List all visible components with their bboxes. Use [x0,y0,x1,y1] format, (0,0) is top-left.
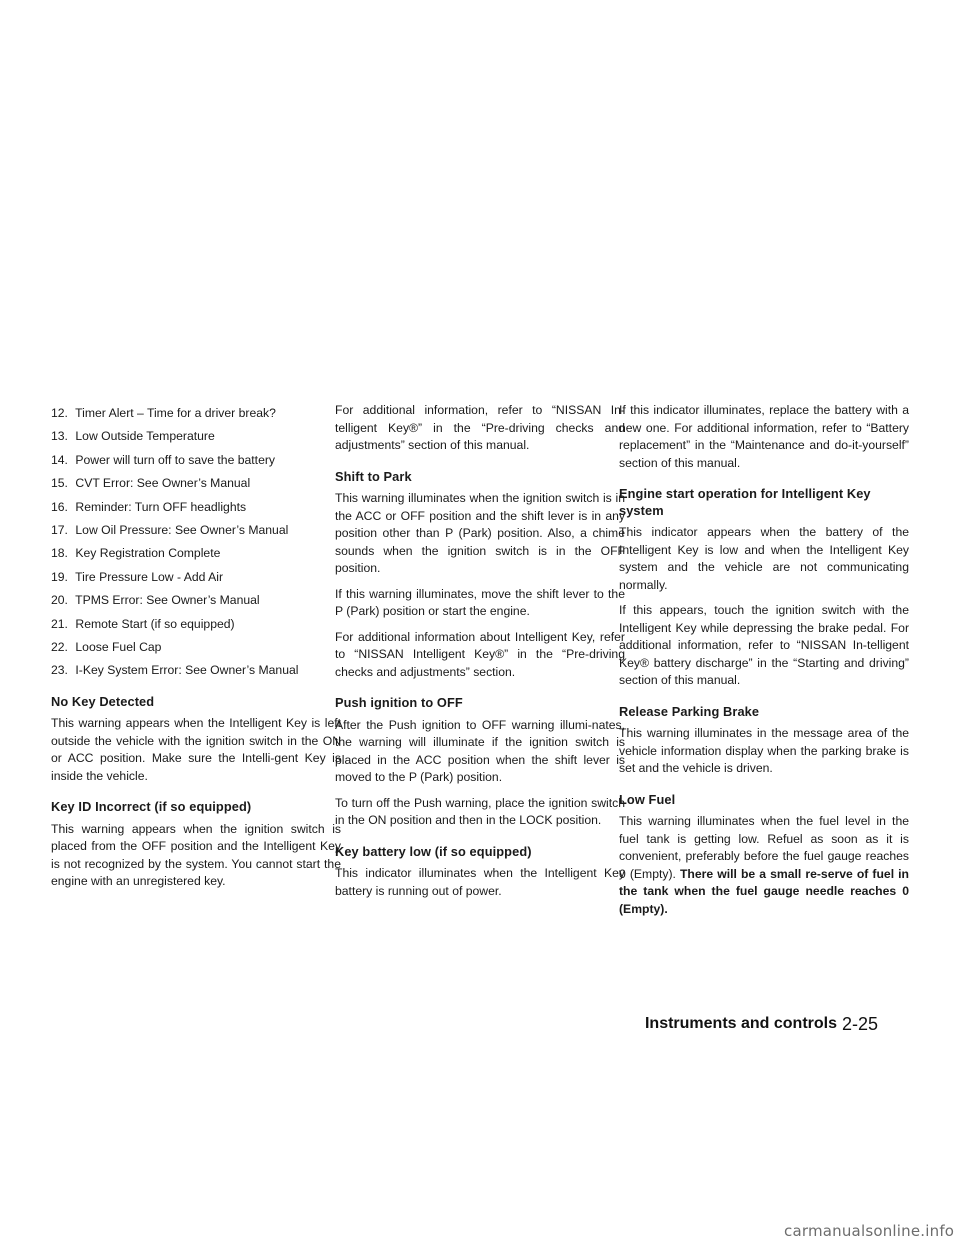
item-label: Low Outside Temperature [75,429,215,444]
watermark: carmanualsonline.info [784,1222,955,1240]
intelligent-key-reference-text: For additional information, refer to “NISSAN In-telligent Key®” in the “Pre-driving checks and adjustments” section of this manual. [335,403,625,452]
list-item [51,452,341,470]
item-label: Power will turn off to save the battery [75,452,276,467]
shift-to-park-text: This warning illuminates when the ignition switch is in the ACC or OFF position and the shift lever is in any position other than P (Park) position. Also, a chime sounds when the ignition switch is in the OFF position. [335,491,625,575]
message-list [51,405,341,680]
no-key-detected-heading: No Key Detected [51,693,155,709]
push-ignition-off-text: After the Push ignition to OFF warning illumi-nates, the warning will illuminate if the ignition switch is placed in the ACC position when the shift lever is moved to the P (Park) position. [335,717,625,784]
list-item [51,569,341,587]
key-id-incorrect-heading: Key ID Incorrect (if so equipped) [51,799,252,815]
release-parking-brake-heading: Release Parking Brake [619,703,760,719]
push-ignition-off-heading: Push ignition to OFF [335,695,463,710]
item-number: 22. [51,639,68,654]
list-item [51,639,341,657]
column-left [51,405,341,899]
list-item [51,475,341,493]
engine-start-operation-action-text: If this appears, touch the ignition switch with the Intelligent Key while depressing the brake pedal. For additional information, refer to “NISSAN In-telligent Key® battery discharge” in the “Starting and driving” section of this manual. [619,603,909,687]
shift-to-park-reference-text: For additional information about Intelligent Key, refer to “NISSAN Intelligent Key®” in the “Pre-driving checks and adjustments” section. [335,629,625,679]
list-item [51,522,341,540]
release-parking-brake-text: This warning illuminates in the message area of the vehicle information display when the parking brake is set and the vehicle is driven. [619,726,909,775]
item-number: 12. [51,406,68,420]
item-number: 14. [51,452,68,467]
item-label: Key Registration Complete [75,546,221,561]
item-label: Loose Fuel Cap [75,639,162,654]
key-id-incorrect-text: This warning appears when the ignition switch is placed from the OFF position and the Intelligent Key is not recognized by the system. You cannot start the engine with an unregistered key. [51,821,341,889]
item-label: TPMS Error: See Owner’s Manual [75,593,260,608]
low-fuel-normal-text: This warning illuminates when the fuel level in the fuel tank is getting low. Refuel as soon as it is convenient, preferably before the fuel gauge reaches 0 (Empty). [619,814,909,881]
item-label: Remote Start (if so equipped) [75,616,235,631]
item-number: 18. [51,546,68,561]
key-battery-low-heading: Key battery low (if so equipped) [335,843,532,859]
page-number: 2-25 [842,1014,879,1034]
item-number: 19. [51,569,68,584]
push-ignition-off-action-text: To turn off the Push warning, place the ignition switch in the ON position and then in the LOCK position. [335,795,625,827]
item-label: Timer Alert – Time for a driver break? [75,406,276,420]
column-right [619,405,909,926]
item-label: CVT Error: See Owner’s Manual [75,476,251,491]
list-item [51,545,341,563]
list-item [51,405,341,423]
item-number: 20. [51,593,68,608]
item-label: I-Key System Error: See Owner’s Manual [75,663,299,678]
list-item [51,428,341,446]
list-item [51,592,341,610]
list-item [51,499,341,517]
item-number: 16. [51,499,68,514]
key-battery-low-text: This indicator illuminates when the Intelligent Key battery is running out of power. [335,866,625,898]
item-number: 23. [51,663,68,678]
item-number: 17. [51,522,68,537]
battery-replacement-text: If this indicator illuminates, replace the battery with a new one. For additional information, refer to “Battery replacement” in the “Maintenance and do-it-yourself” section of this manual. [619,403,909,470]
item-number: 21. [51,616,68,631]
shift-to-park-heading: Shift to Park [335,468,412,484]
list-item [51,616,341,634]
item-label: Low Oil Pressure: See Owner’s Manual [75,522,289,537]
item-number: 15. [51,476,68,491]
engine-start-operation-heading: Engine start operation for Intelligent Key system [619,486,871,518]
item-number: 13. [51,429,68,444]
shift-to-park-action-text: If this warning illuminates, move the shift lever to the P (Park) position or start the engine. [335,586,625,618]
item-label: Reminder: Turn OFF headlights [75,499,247,514]
low-fuel-warning-text: There will be a small re-serve of fuel in the tank when the fuel gauge needle reaches 0 (Empty). [619,866,909,916]
column-middle [335,405,625,908]
list-item [51,662,341,680]
item-label: Tire Pressure Low - Add Air [75,569,224,584]
low-fuel-text [619,813,909,918]
no-key-detected-text: This warning appears when the Intelligent Key is left outside the vehicle with the ignition switch in the ON or ACC position. Make sure the Intelli-gent Key is inside the vehicle. [51,716,341,783]
page-footer [0,1015,960,1039]
engine-start-operation-text: This indicator appears when the battery of the Intelligent Key is low and when the Intelligent Key system and the vehicle are not communicating normally. [619,525,909,592]
section-title: Instruments and controls [644,1015,837,1032]
low-fuel-heading: Low Fuel [619,791,676,807]
